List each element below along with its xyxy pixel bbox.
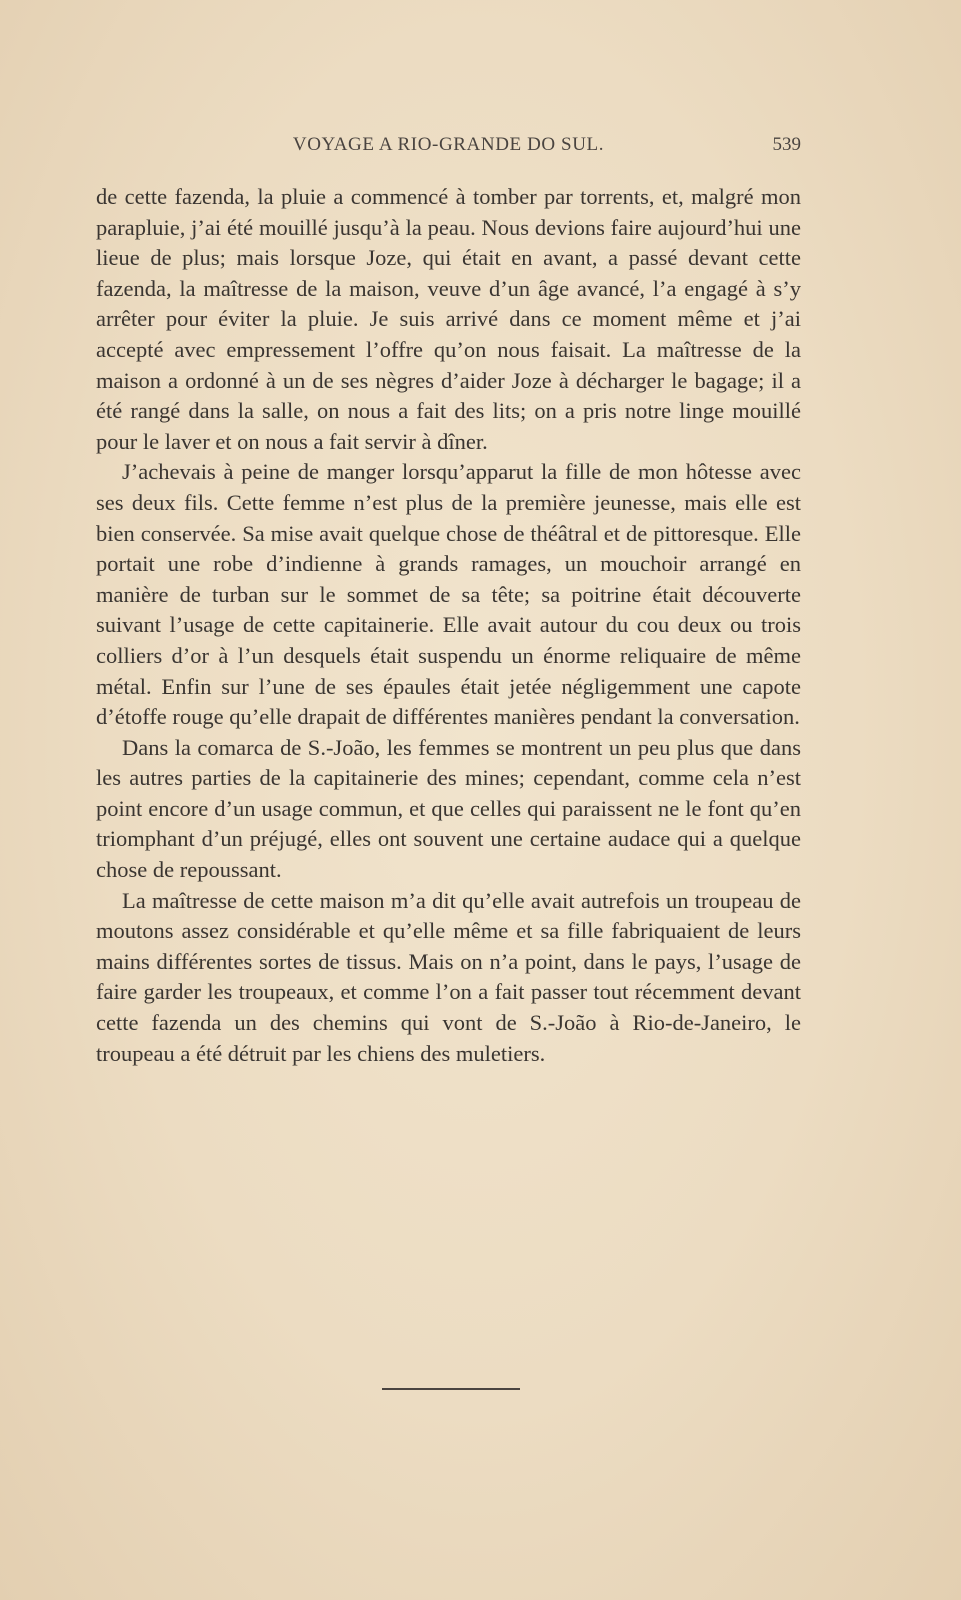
page-number: 539 bbox=[772, 134, 801, 155]
running-head bbox=[96, 134, 801, 162]
body-text bbox=[96, 182, 801, 1069]
paragraph-2: J’achevais à peine de manger lorsqu’apparut la fille de mon hôtesse avec ses deux fils. Cette femme n’est plus de la première jeunesse, mais elle est bien conservée. Sa mise avait quelque chose de théâtral et de pittoresque. Elle portait une robe d’indienne à grands ramages, un mouchoir arrangé en manière de turban sur le sommet de sa tête; sa poitrine était découverte suivant l’usage de cette capitainerie. Elle avait autour du cou deux ou trois colliers d’or à l’un desquels était suspendu un énorme reliquaire de même métal. Enfin sur l’une de ses épaules était jetée négligemment une capote d’étoffe rouge qu’elle drapait de différentes manières pendant la conversation. bbox=[96, 459, 801, 730]
paragraph-1: de cette fazenda, la pluie a commencé à tomber par torrents, et, malgré mon parapluie, j’ai été mouillé jusqu’à la peau. Nous devions faire aujourd’hui une lieue de plus; mais lorsque Joze, qui était en avant, a passé devant cette fazenda, la maîtresse de la maison, veuve d’un âge avancé, l’a engagé à s’y arrêter pour éviter la pluie. Je suis arrivé dans ce moment même et j’ai accepté avec empressement l’offre qu’on nous faisait. La maîtresse de la maison a ordonné à un de ses nègres d’aider Joze à décharger le bagage; il a été rangé dans la salle, on nous a fait des lits; on a pris notre linge mouillé pour le laver et on nous a fait servir à dîner. bbox=[96, 184, 801, 454]
running-title: VOYAGE A RIO-GRANDE DO SUL. bbox=[292, 134, 605, 155]
paragraph-3: Dans la comarca de S.-João, les femmes se montrent un peu plus que dans les autres parties de la capitainerie des mines; cependant, comme cela n’est point encore d’un usage commun, et que celles qui paraissent ne le font qu’en triomphant d’un préjugé, elles ont souvent une certaine audace qui a quelque chose de repoussant. bbox=[96, 734, 801, 883]
section-end-rule bbox=[382, 1388, 520, 1390]
paragraph-4: La maîtresse de cette maison m’a dit qu’elle avait autrefois un troupeau de moutons assez considérable et qu’elle même et sa fille fabriquaient de leurs mains différentes sortes de tissus. Mais on n’a point, dans le pays, l’usage de faire garder les troupeaux, et comme l’on a fait passer tout récemment devant cette fazenda un des chemins qui vont de S.-João à Rio-de-Janeiro, le troupeau a été détruit par les chiens des muletiers. bbox=[96, 887, 801, 1066]
